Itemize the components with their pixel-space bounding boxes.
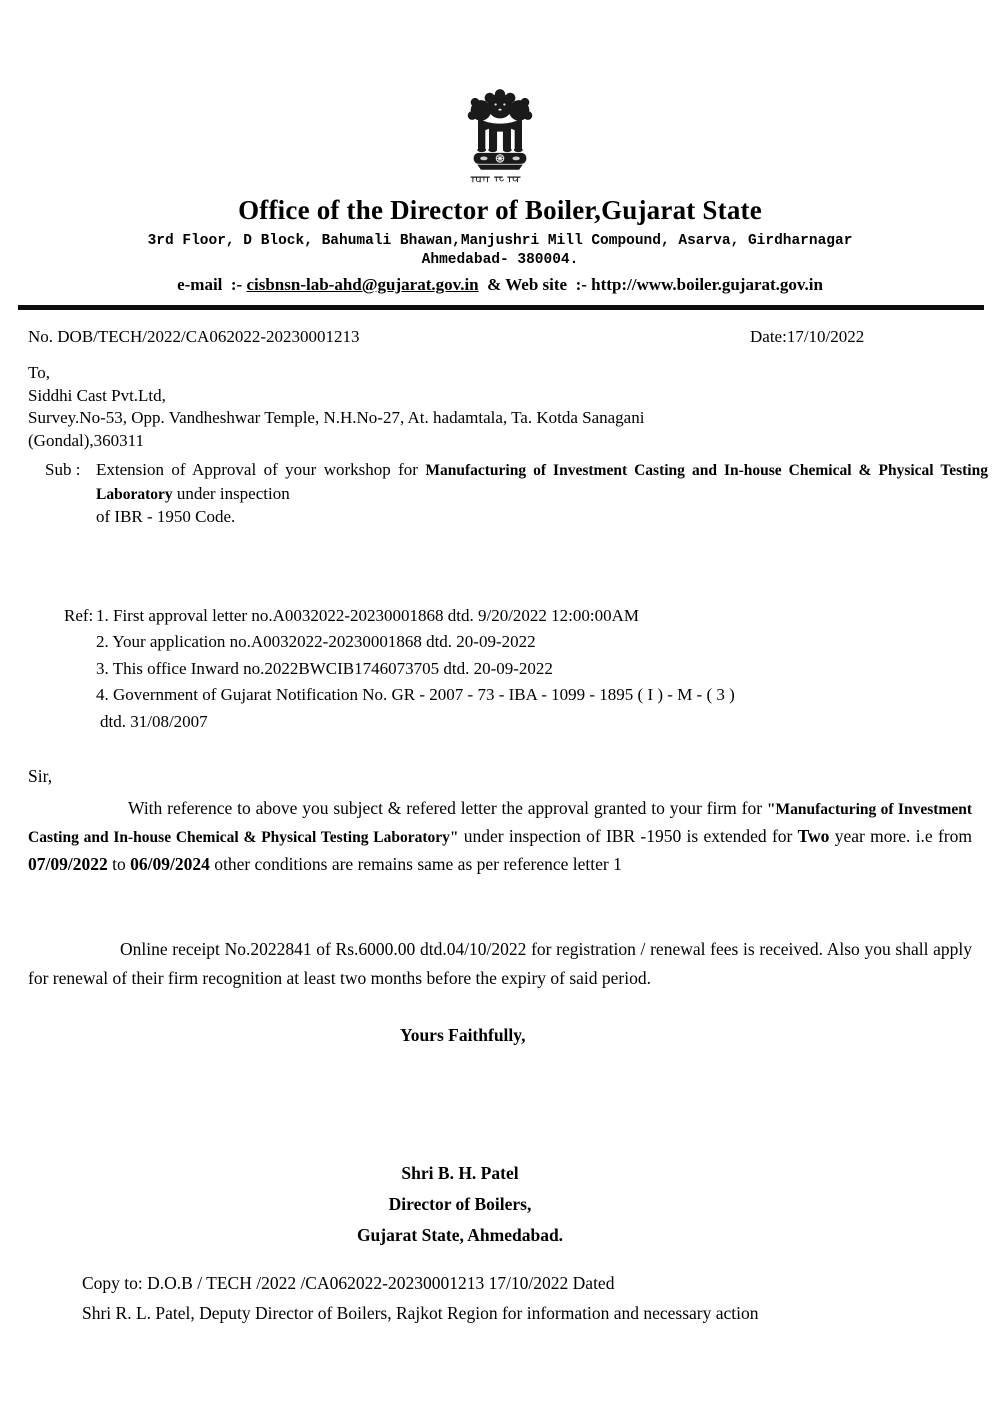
ref-item: 1. First approval letter no.A0032022-20230001868 dtd. 9/20/2022 12:00:00AM (96, 605, 640, 625)
para1-text-5: other conditions are remains same as per reference letter 1 (209, 854, 622, 874)
recipient-address: Survey.No-53, Opp. Vandheshwar Temple, N.H.No-27, At. hadamtala, Ta. Kotda Sanagani (28, 408, 645, 427)
para1-text-1: With reference to above you subject & refered letter the approval granted to your firm for (128, 798, 767, 818)
website-label: & Web site :- (478, 275, 592, 294)
para1-bold-duration: Two (797, 826, 830, 846)
ref-label: Ref: (64, 605, 94, 625)
para1-text-3: year more. i.e from (829, 826, 973, 846)
copy-to-line-2: Shri R. L. Patel, Deputy Director of Boilers, Rajkot Region for information and necessary action (82, 1303, 759, 1323)
email-label: e-mail :- (177, 275, 247, 294)
recipient-block (28, 362, 972, 452)
letter-ref-number: No. DOB/TECH/2022/CA062022-20230001213 (28, 327, 360, 346)
letter-date: Date:17/10/2022 (750, 327, 865, 346)
ref-items (96, 603, 735, 736)
body-paragraph-2: Online receipt No.2022841 of Rs.6000.00 dtd.04/10/2022 for registration / renewal fees is received. Also you shall apply for renewal of their firm recognition at least two months before the expiry of said period. (28, 939, 972, 988)
signature-block (310, 1158, 610, 1251)
ref-item: 2. Your application no.A0032022-20230001868 dtd. 20-09-2022 (96, 632, 536, 651)
recipient-name: Siddhi Cast Pvt.Ltd, (28, 385, 166, 405)
closing-phrase: Yours Faithfully, (400, 1025, 526, 1045)
body-salutation: Sir, (28, 766, 53, 786)
office-title: Office of the Director of Boiler,Gujarat State (238, 195, 762, 225)
office-address-line1: 3rd Floor, D Block, Bahumali Bhawan,Manjushri Mill Compound, Asarva, Girdharnagar (147, 233, 853, 249)
para1-text-4: to (107, 854, 131, 874)
para1-bold-start-date: 07/09/2022 (28, 854, 108, 874)
office-address-line2: Ahmedabad- 380004. (421, 252, 579, 268)
subject-bold-phrase: Manufacturing of Investment Casting and In-house Chemical & Physical Testing Laboratory (96, 462, 988, 503)
body-paragraph-1 (28, 795, 972, 878)
copy-to-block (82, 1268, 759, 1328)
header-divider (18, 305, 984, 310)
signatory-name: Shri B. H. Patel (401, 1163, 519, 1183)
para1-bold-phrase: "Manufacturing of Investment Casting and In-house Chemical & Physical Testing Laboratory" (28, 801, 972, 846)
signatory-title: Director of Boilers, (388, 1194, 532, 1214)
reference-date-row (28, 327, 972, 349)
website-link[interactable]: http://www.boiler.gujarat.gov.in (591, 275, 823, 294)
reference-list-block (64, 603, 1000, 736)
signatory-location: Gujarat State, Ahmedabad. (356, 1225, 564, 1245)
recipient-city: (Gondal),360311 (28, 430, 144, 450)
subject-label: Sub : (45, 460, 81, 479)
ref-item: 4. Government of Gujarat Notification No. GR - 2007 - 73 - IBA - 1099 - 1895 ( I ) - M - ( 3 ) (96, 685, 735, 704)
subject-line-2: of IBR - 1950 Code. (96, 507, 236, 526)
ref-item: 3. This office Inward no.2022BWCIB1746073705 dtd. 20-09-2022 (96, 658, 553, 678)
letterhead (0, 0, 1000, 295)
ref-item: dtd. 31/08/2007 (100, 711, 208, 731)
ashoka-emblem-icon (456, 86, 544, 189)
para1-bold-end-date: 06/09/2024 (130, 854, 210, 874)
subject-text-1: Extension of Approval of your workshop for (96, 460, 426, 479)
para1-text-2: under inspection of IBR -1950 is extended for (458, 826, 798, 846)
recipient-salutation: To, (28, 363, 50, 382)
subject-block (45, 459, 988, 529)
contact-line (0, 275, 1000, 295)
email-link[interactable]: cisbnsn-lab-ahd@gujarat.gov.in (246, 275, 479, 294)
subject-text-2: under inspection (172, 483, 290, 503)
subject-text (96, 459, 988, 529)
copy-to-line-1: Copy to: D.O.B / TECH /2022 /CA062022-20230001213 17/10/2022 Dated (82, 1273, 615, 1293)
